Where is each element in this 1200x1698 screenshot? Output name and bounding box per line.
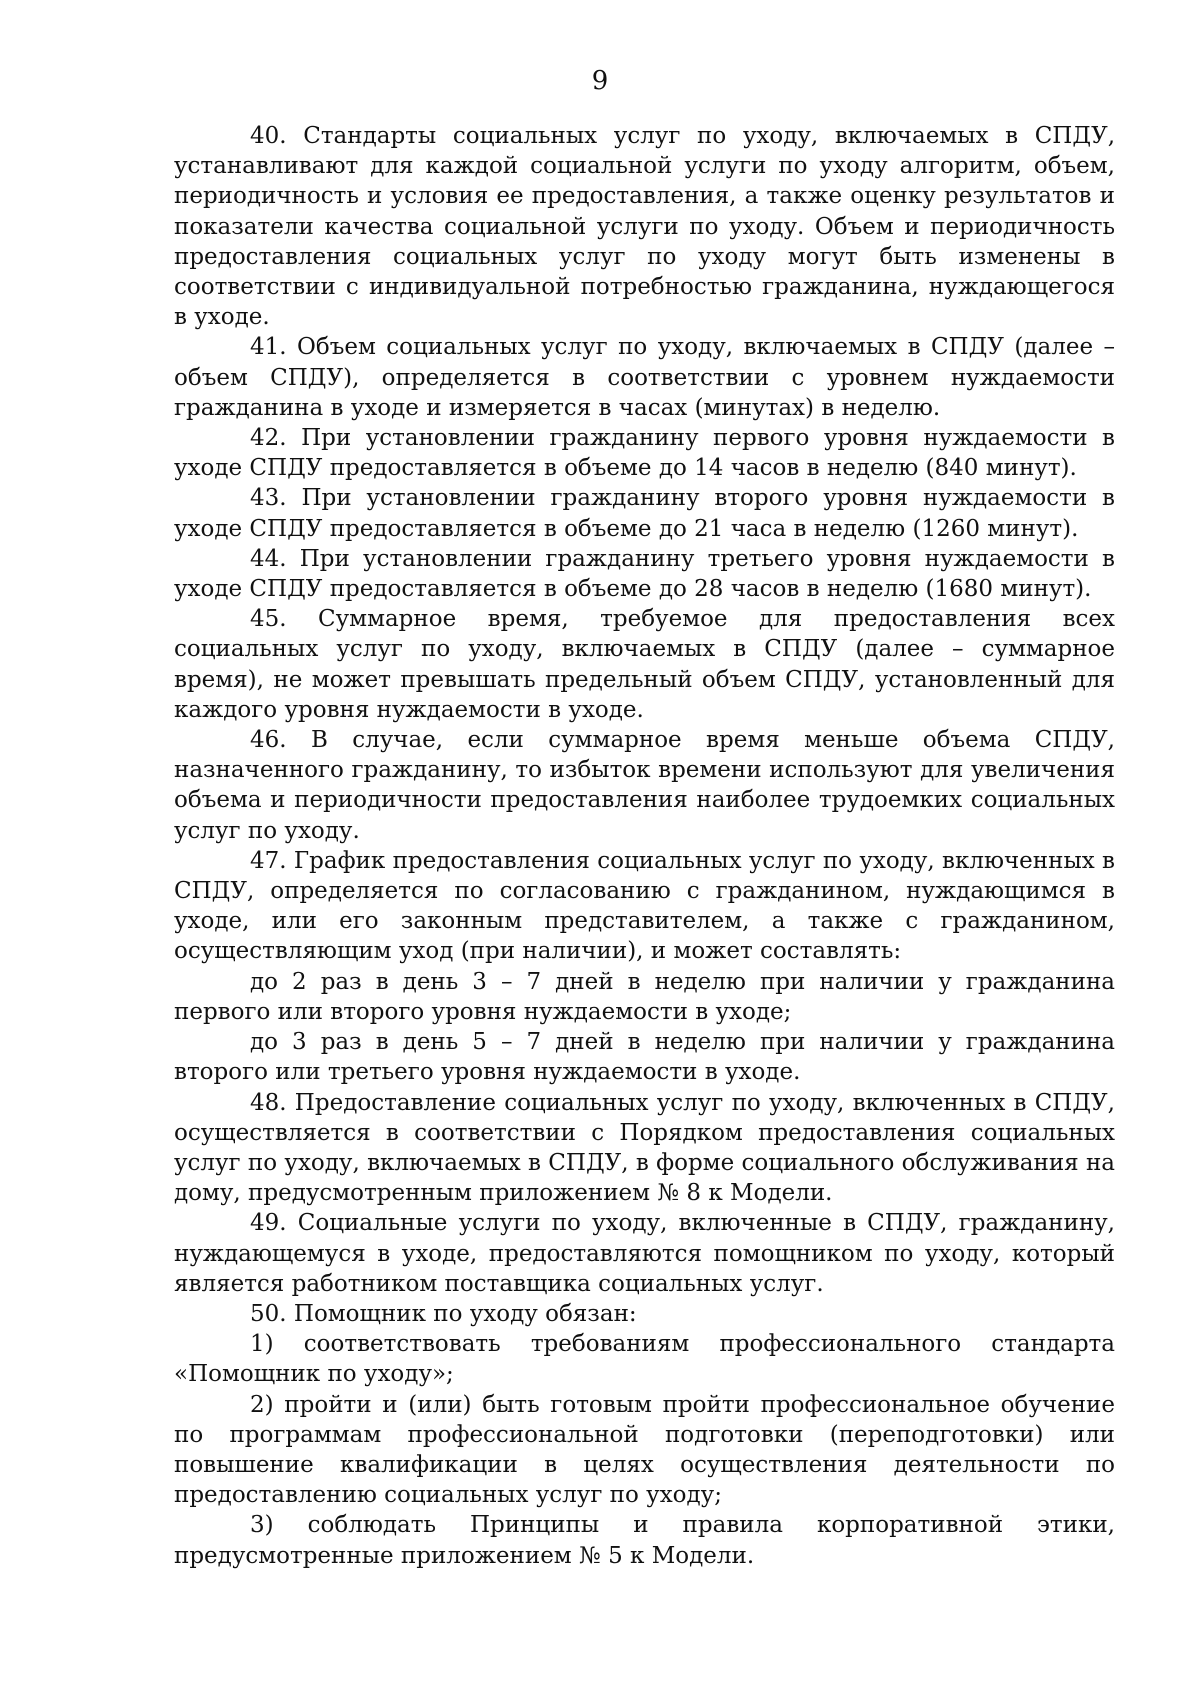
- paragraph-48: 48. Предоставление социальных услуг по уходу, включенных в СПДУ, осуществляется в соответствии с Порядком предоставления социальных услуг по уходу, включаемых в СПДУ, в форме социального обслуживания на дому, предусмотренным приложением № 8 к Модели.: [174, 1089, 1116, 1207]
- paragraph-40: 40. Стандарты социальных услуг по уходу, включаемых в СПДУ, устанавливают для каждой социальной услуги по уходу алгоритм, объем, периодичность и условия ее предоставления, а также оценку результатов и показатели качества социальной услуги по уходу. Объем и периодичность предоставления социальных услуг по уходу могут быть изменены в соответствии с индивидуальной потребностью гражданина, нуждающегося в уходе.: [174, 123, 1115, 331]
- paragraph-49: 49. Социальные услуги по уходу, включенные в СПДУ, гражданину, нуждающемуся в уходе, предоставляются помощником по уходу, который является работником поставщика социальных услуг.: [174, 1210, 1115, 1297]
- paragraph-46: 46. В случае, если суммарное время меньше объема СПДУ, назначенного гражданину, то избыток времени используют для увеличения объема и периодичности предоставления наиболее трудоемких социальных услуг по уходу.: [174, 727, 1115, 844]
- paragraph-50-item-1: 1) соответствовать требованиям профессионального стандарта «Помощник по уходу»;: [174, 1331, 1115, 1388]
- paragraph-47: 47. График предоставления социальных услуг по уходу, включенных в СПДУ, определяется по согласованию с гражданином, нуждающимся в уходе, или его законным представителем, а также с гражданином, осуществляющим уход (при наличии), и может составлять:: [174, 847, 1115, 965]
- paragraph-50-item-3: 3) соблюдать Принципы и правила корпоративной этики, предусмотренные приложением № 5 к Модели.: [174, 1512, 1115, 1569]
- paragraph-45: 45. Суммарное время, требуемое для предоставления всех социальных услуг по уходу, включаемых в СПДУ (далее – суммарное время), не может превышать предельный объем СПДУ, установленный для каждого уровня нуждаемости в уходе.: [174, 606, 1115, 723]
- paragraph-43: 43. При установлении гражданину второго уровня нуждаемости в уходе СПДУ предоставляется в объеме до 21 часа в неделю (1260 минут).: [174, 485, 1115, 542]
- paragraph-50-item-2: 2) пройти и (или) быть готовым пройти профессиональное обучение по программам профессиональной подготовки (переподготовки) или повышение квалификации в целях осуществления деятельности по предоставлению социальных услуг по уходу;: [174, 1391, 1115, 1509]
- page-number: 9: [591, 66, 609, 96]
- paragraph-44: 44. При установлении гражданину третьего уровня нуждаемости в уходе СПДУ предоставляется в объеме до 28 часов в неделю (1680 минут).: [174, 545, 1115, 603]
- paragraph-47-option-1: до 2 раз в день 3 – 7 дней в неделю при наличии у гражданина первого или второго уровня нуждаемости в уходе;: [174, 968, 1115, 1025]
- paragraph-42: 42. При установлении гражданину первого уровня нуждаемости в уходе СПДУ предоставляется в объеме до 14 часов в неделю (840 минут).: [174, 425, 1115, 482]
- paragraph-50: 50. Помощник по уходу обязан:: [250, 1300, 637, 1327]
- paragraph-47-option-2: до 3 раз в день 5 – 7 дней в неделю при наличии у гражданина второго или третьего уровня нуждаемости в уходе.: [174, 1029, 1115, 1086]
- document-body: [174, 121, 1115, 1571]
- paragraph-41: 41. Объем социальных услуг по уходу, включаемых в СПДУ (далее – объем СПДУ), определяется в соответствии с уровнем нуждаемости гражданина в уходе и измеряется в часах (минутах) в неделю.: [174, 334, 1115, 421]
